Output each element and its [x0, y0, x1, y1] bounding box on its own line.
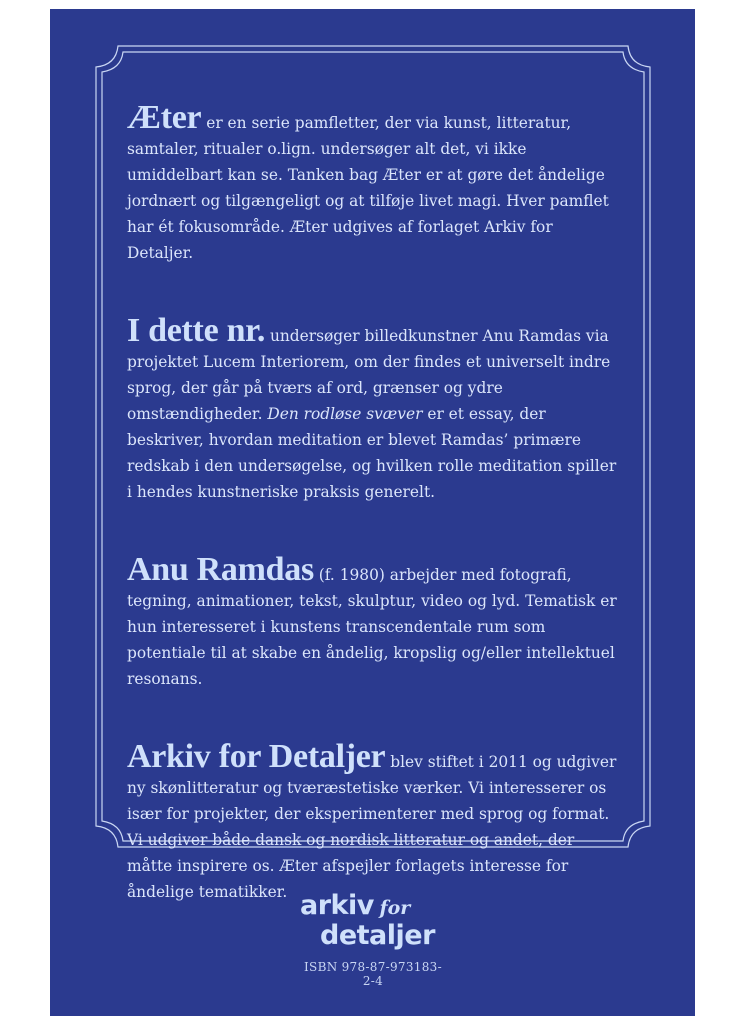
back-cover: [50, 9, 695, 1016]
section-artist: [127, 551, 619, 692]
section-body: blev stiftet i 2011 og udgiver ny skønlitteratur og tværæstetiske værker. Vi interesserer os især for projekter, der eksperimenterer med sprog og format. Vi udgiver både dansk og nordisk litteratur og andet, der måtte inspirere os. Æter afspejler forlagets interesse for åndelige tematikker.: [127, 753, 617, 901]
section-lead: Arkiv for Detaljer: [127, 738, 386, 775]
section-lead: Æter: [127, 99, 202, 136]
essay-title: Den rodløse svæver: [267, 405, 423, 423]
logo-word-detaljer: detaljer: [320, 920, 435, 951]
section-lead: I dette nr.: [127, 312, 266, 349]
section-aeter: [127, 99, 619, 266]
logo-word-arkiv: arkiv: [300, 890, 374, 921]
section-publisher: [127, 738, 619, 905]
section-body: er en serie pamfletter, der via kunst, litteratur, samtaler, ritualer o.lign. undersøger alt det, vi ikke umiddelbart kan se. Tanken bag Æter er at gøre det åndelige jordnært og tilgængeligt og at tilføje livet magi. Hver pamflet har ét fokusområde. Æter udgives af forlaget Arkiv for Detaljer.: [127, 114, 609, 262]
text-column: [127, 99, 619, 931]
section-body: undersøger billedkunstner Anu Ramdas via projektet Lucem Interiorem, om der findes et universelt indre sprog, der går på tværs af ord, grænser og ydre omstændigheder.: [127, 327, 611, 423]
section-lead: Anu Ramdas: [127, 551, 314, 588]
publisher-logo: [300, 892, 450, 952]
section-this-issue: [127, 312, 619, 505]
isbn-number: ISBN 978-87-973183-2-4: [304, 960, 442, 988]
section-body: (f. 1980) arbejder med fotografi, tegning, animationer, tekst, skulptur, video og lyd. Tematisk er hun interesseret i kunstens transcendentale rum som potentiale til at skabe en åndelig, kropslig og/eller intellektuel resonans.: [127, 566, 617, 688]
section-body-continued: er et essay, der beskriver, hvordan meditation er blevet Ramdas’ primære redskab i den undersøgelse, og hvilken rolle meditation spiller i hendes kunstneriske praksis generelt.: [127, 405, 617, 501]
logo-word-for: for: [379, 897, 411, 919]
